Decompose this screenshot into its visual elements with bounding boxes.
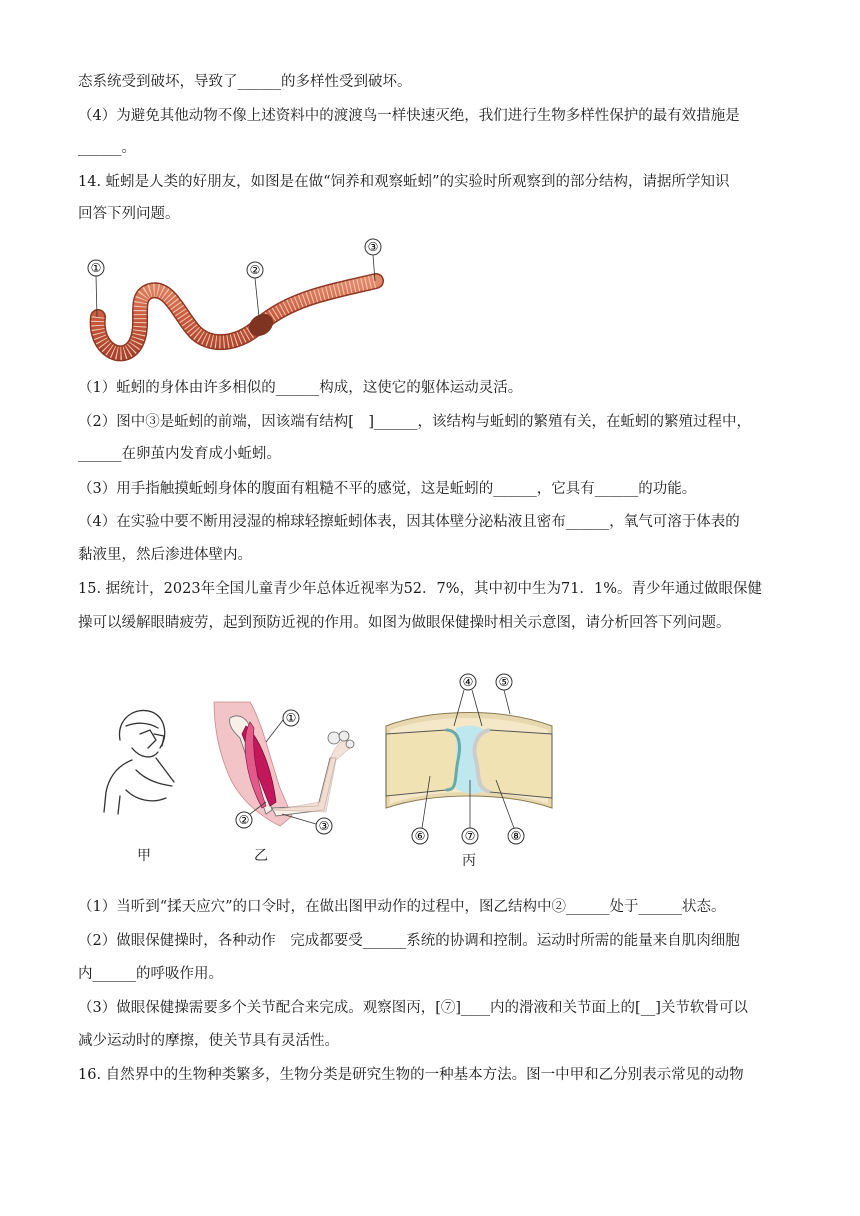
person-rubbing-eyes-figure <box>96 700 186 820</box>
joint-label-5: ⑤ <box>498 675 510 689</box>
text-line: （3）用手指触摸蚯蚓身体的腹面有粗糙不平的感觉，这是蚯蚓的______，它具有______的功能。 <box>78 481 697 497</box>
text-line: （1）蚯蚓的身体由许多相似的______构成，这使它的躯体运动灵活。 <box>78 380 523 396</box>
question-15-stem: 15. 据统计，2023年全国儿童青少年总体近视率为52．7%，其中初中生为71．1%。青少年通过做眼保健 <box>78 581 762 597</box>
joint-label-8: ⑧ <box>510 829 522 843</box>
text-line: 回答下列问题。 <box>78 206 180 222</box>
joint-label-4: ④ <box>462 675 474 689</box>
joint-structure-figure <box>384 668 556 846</box>
text-line: ______。 <box>78 140 136 156</box>
text-line: ______在卵茧内发育成小蚯蚓。 <box>78 446 281 462</box>
text-line: （3）做眼保健操需要多个关节配合来完成。观察图丙，[⑦]____内的滑液和关节面上的[__]关节软骨可以 <box>78 1000 748 1016</box>
arm-muscle-figure <box>210 698 358 840</box>
text-line: （4）为避免其他动物不像上述资料中的渡渡鸟一样快速灭绝，我们进行生物多样性保护的最有效措施是 <box>78 108 740 124</box>
arm-label-1: ① <box>285 711 297 725</box>
question-16-stem: 16. 自然界中的生物种类繁多，生物分类是研究生物的一种基本方法。图一中甲和乙分别表示常见的动物 <box>78 1067 744 1083</box>
joint-label-7: ⑦ <box>464 829 476 843</box>
question-14-stem: 14. 蚯蚓是人类的好朋友，如图是在做“饲养和观察蚯蚓”的实验时所观察到的部分结构，请据所学知识 <box>78 174 730 190</box>
worm-label-3: ③ <box>367 240 379 254</box>
figure-caption-yi: 乙 <box>254 848 268 864</box>
worm-label-2: ② <box>249 263 261 277</box>
text-line: （1）当听到“揉天应穴”的口令时，在做出图甲动作的过程中，图乙结构中②______处于______状态。 <box>78 899 726 915</box>
worm-label-1: ① <box>90 261 102 275</box>
arm-label-2: ② <box>238 813 250 827</box>
text-line: 减少运动时的摩擦，使关节具有灵活性。 <box>78 1033 339 1049</box>
text-line: （2）图中③是蚯蚓的前端，因该端有结构[ ]______，该结构与蚯蚓的繁殖有关，在蚯蚓的繁殖过程中， <box>78 414 752 430</box>
text-line: （4）在实验中要不断用浸湿的棉球轻擦蚯蚓体表，因其体壁分泌粘液且密布______，氧气可溶于体表的 <box>78 514 740 530</box>
text-line: （2）做眼保健操时，各种动作 完成都要受______系统的协调和控制。运动时所需的能量来自肌肉细胞 <box>78 933 740 949</box>
arm-label-3: ③ <box>318 819 330 833</box>
figure-caption-bing: 丙 <box>462 853 476 869</box>
text-line: 操可以缓解眼睛疲劳，起到预防近视的作用。如图为做眼保健操时相关示意图，请分析回答下列问题。 <box>78 615 731 631</box>
text-line: 内______的呼吸作用。 <box>78 966 223 982</box>
text-line: 态系统受到破坏，导致了______的多样性受到破坏。 <box>78 74 412 90</box>
figure-caption-jia: 甲 <box>137 848 151 864</box>
joint-label-6: ⑥ <box>414 829 426 843</box>
earthworm-figure <box>84 235 394 370</box>
text-line: 黏液里，然后渗进体壁内。 <box>78 547 252 563</box>
